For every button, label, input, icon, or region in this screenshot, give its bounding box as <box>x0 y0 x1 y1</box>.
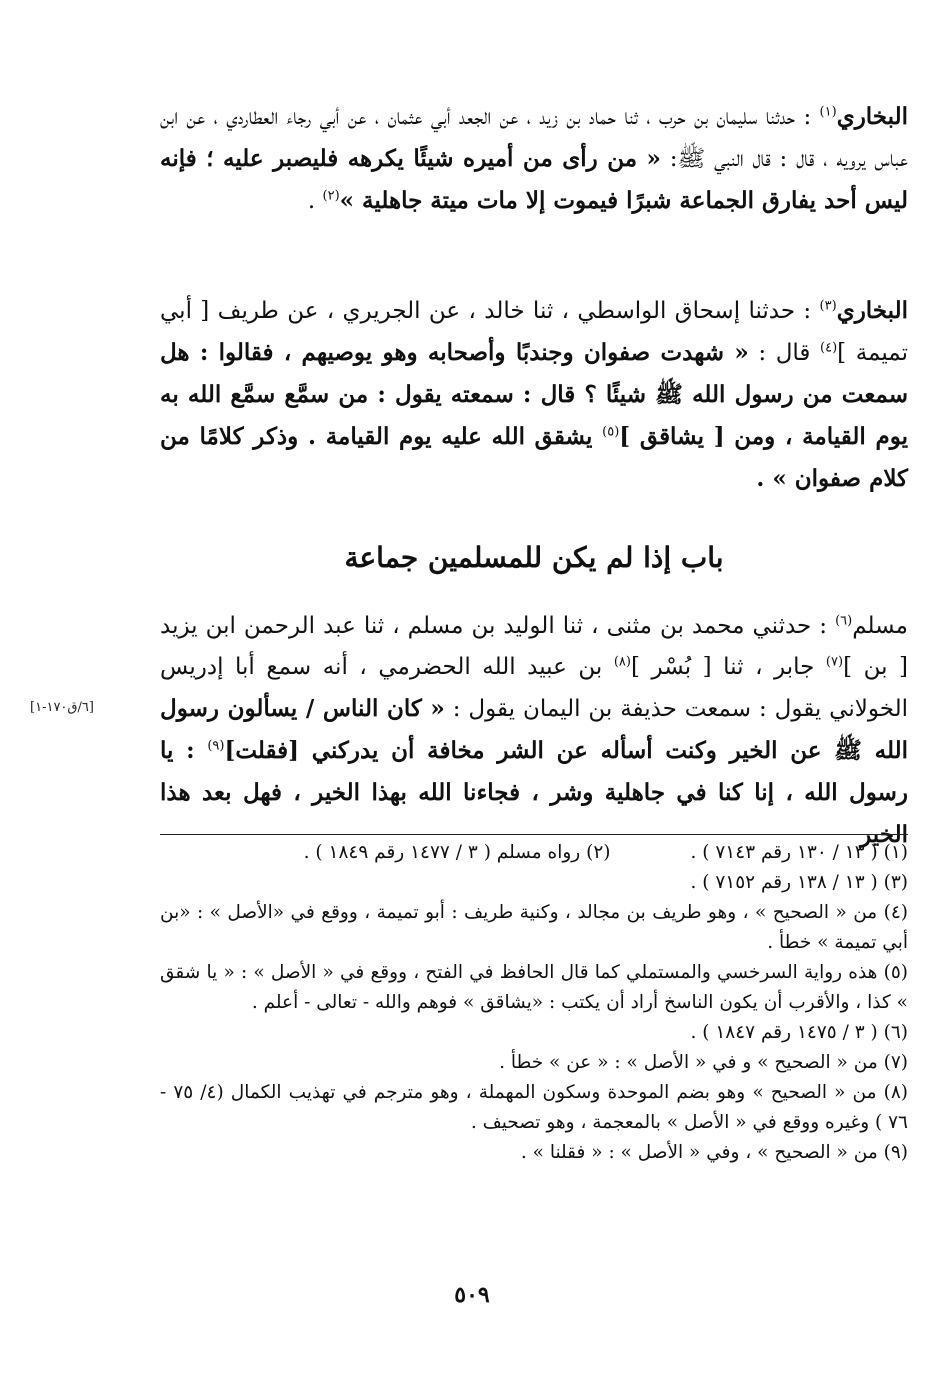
section-heading: باب إذا لم يكن للمسلمين جماعة <box>344 541 724 574</box>
isnad-chain: بن عبيد الله الحضرمي ، أنه سمع أبا إدريس الخولاني يقول : سمعت حذيفة بن اليمان يقول : <box>160 654 908 722</box>
hadith-text: « من رأى من أميره شيئًا يكرهه فليصبر عليه ؛ فإنه ليس أحد يفارق الجماعة شبرًا فيموت إلا مات ميتة جاهلية » <box>160 145 908 214</box>
isnad-chain: قال : <box>748 340 820 366</box>
footnote-item: (٣) ( ١٣ / ١٣٨ رقم ٧١٥٢ ) . <box>690 872 908 893</box>
narrator-name: البخاري <box>836 297 908 324</box>
footnote-ref[interactable]: (١) <box>819 104 837 120</box>
hadith-muslim <box>160 606 908 856</box>
isnad-chain: : حدثنا سليمان بن حرب ، ثنا حماد بن زيد ، عن الجعد أبي عثمان ، عن أبي رجاء العطاردي ، عن ابن عباس يرويه ، قال : قال النبي ﷺ: <box>160 104 908 172</box>
footnote-item: (٢) رواه مسلم ( ٣ / ١٤٧٧ رقم ١٨٤٩ ) . <box>303 842 611 863</box>
narrator-name: البخاري <box>836 103 908 130</box>
footnote-item: (٥) هذه رواية السرخسي والمستملي كما قال الحافظ في الفتح ، ووقع في « الأصل » : « يا شقق » كذا ، والأقرب أن يكون الناسخ أراد أن يكتب : «يشاقق » فوهم والله - تعالى - أعلم . <box>160 962 908 1013</box>
hadith-text: : يا رسول الله ، إنا كنا في جاهلية وشر ، فجاءنا الله بهذا الخير ، فهل بعد هذا الخير <box>160 737 908 848</box>
footnote-ref[interactable]: (٦) <box>835 613 853 629</box>
footnote-item: (٧) من « الصحيح » و في « الأصل » : « عن » خطأ . <box>499 1052 908 1073</box>
hadith-text: « شهدت صفوان وجندبًا وأصحابه وهو يوصيهم ، فقالوا : هل سمعت من رسول الله ﷺ شيئًا ؟ قال : سمعته يقول : من سمَّع سمَّع الله به يوم القيامة ، ومن [ يشاقق ] <box>160 339 908 450</box>
hadith-text: يشقق الله عليه يوم القيامة . وذكر كلامًا من كلام صفوان » . <box>160 423 908 492</box>
footnote-item: (٦) ( ٣ / ١٤٧٥ رقم ١٨٤٧ ) . <box>690 1022 908 1043</box>
isnad-chain: جابر ، ثنا [ بُسْر ] <box>630 654 826 680</box>
isnad-chain: : حدثني محمد بن مثنى ، ثنا الوليد بن مسلم ، ثنا عبد الرحمن ابن يزيد [ بن ] <box>160 613 909 680</box>
footnote-row <box>160 838 908 868</box>
footnote-ref[interactable]: (٢) <box>322 188 340 204</box>
footnote-item: (١) ( ١٣ / ١٣٠ رقم ٧١٤٣ ) . <box>690 842 908 863</box>
footnote-ref[interactable]: (٥) <box>602 424 620 440</box>
hadith-paragraph <box>160 606 908 856</box>
hadith-paragraph <box>160 96 908 222</box>
hadith-bukhari-2 <box>160 290 908 500</box>
footnote-item: (٩) من « الصحيح » ، وفي « الأصل » : « فقلنا » . <box>520 1142 908 1163</box>
footnote-ref[interactable]: (٨) <box>613 654 631 670</box>
footnote-ref[interactable]: (٧) <box>825 654 844 670</box>
footnote-ref[interactable]: (٩) <box>207 738 225 754</box>
footnote-divider <box>160 834 908 835</box>
manuscript-folio-marker: [٦/ق١٧٠-١] <box>30 700 94 715</box>
hadith-bukhari-1 <box>160 96 908 222</box>
narrator-name: مسلم <box>852 613 908 639</box>
footnote-item: (٤) من « الصحيح » ، وهو طريف بن مجالد ، وكنية طريف : أبو تميمة ، ووقع في «الأصل » : «بن أبي تميمة » خطأ . <box>160 902 908 953</box>
hadith-paragraph <box>160 290 908 500</box>
footnote-ref[interactable]: (٤) <box>820 340 838 356</box>
footnote-ref[interactable]: (٣) <box>819 298 837 314</box>
punctuation: . <box>307 188 323 214</box>
footnote-item: (٨) من « الصحيح » وهو بضم الموحدة وسكون المهملة ، وهو مترجم في تهذيب الكمال (٤/ ٧٥ - ٧٦ ) وغيره ووقع في « الأصل » بالمعجمة ، وهو تصحيف . <box>160 1082 908 1133</box>
hadith-text: « كان الناس / يسألون رسول الله ﷺ عن الخير وكنت أسأله عن الشر مخافة أن يدركني [فقلت] <box>160 695 908 764</box>
page-number: ٥٠٩ <box>454 1282 490 1308</box>
footnotes <box>160 838 908 1168</box>
isnad-chain: : حدثنا إسحاق الواسطي ، ثنا خالد ، عن الجريري ، عن طريف [ أبي تميمة ] <box>160 298 908 366</box>
